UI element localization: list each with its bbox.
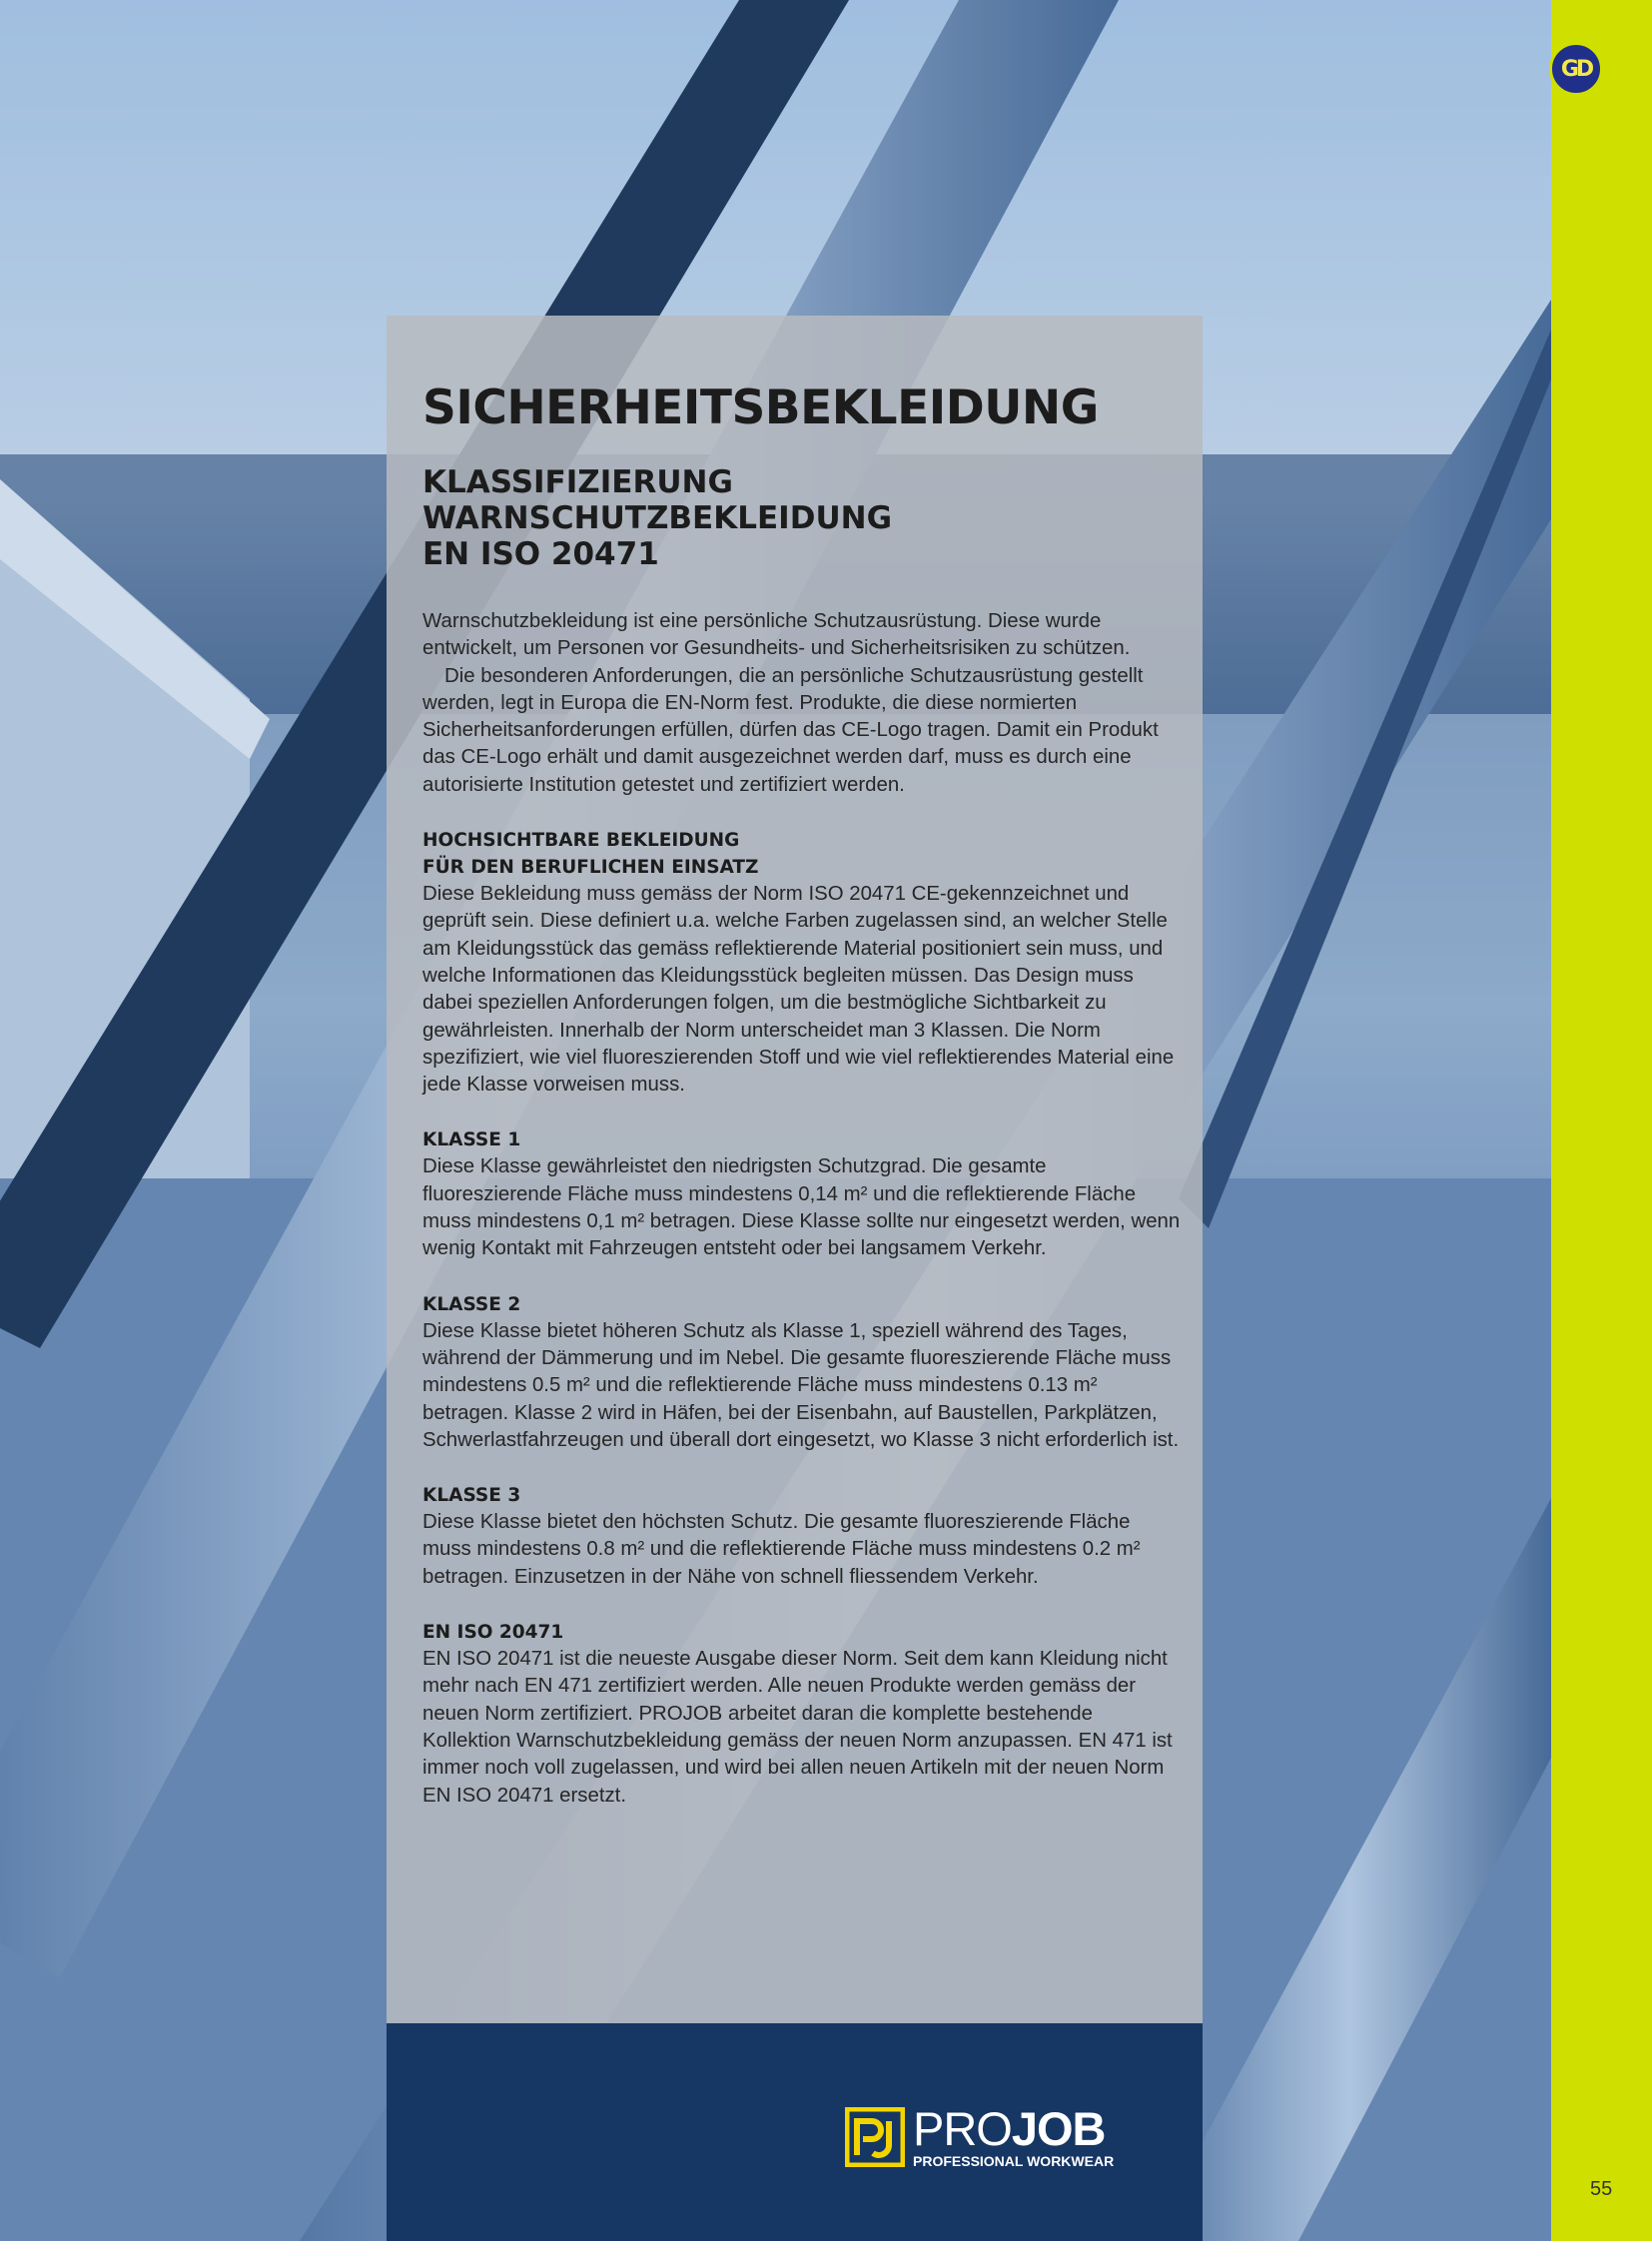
logo-word-job: JOB — [1011, 2102, 1106, 2155]
section-text: Diese Klasse gewährleistet den niedrigsten Schutzgrad. Die gesamte fluoreszierende Fläche muss mindestens 0,14 m² und die reflektierende Fläche muss mindestens 0,1 m² betragen. Diese Klasse sollte nur eingesetzt werden, wenn wenig Kontakt mit Fahrzeugen entsteht oder bei langsamem Verkehr. — [422, 1155, 1181, 1260]
section-heading: KLASSE 3 — [422, 1485, 521, 1507]
projob-mark-icon — [845, 2107, 905, 2167]
section-text: EN ISO 20471 ist die neueste Ausgabe dieser Norm. Seit dem kann Kleidung nicht mehr nach EN 471 zertifiziert werden. Alle neuen Produkte werden gemäss der neuen Norm zertifiziert. PROJOB arbeitet daran die komplette bestehende Kollektion Warnschutzbekleidung gemäss der neuen Norm anzupassen. EN 471 ist immer noch voll zugelassen, und wird bei allen neuen Artikeln mit der neuen Norm EN ISO 20471 ersetzt. — [422, 1648, 1173, 1807]
section-heading: HOCHSICHTBARE BEKLEIDUNG — [422, 830, 740, 852]
section-klasse-3 — [422, 1482, 1182, 1591]
intro-paragraph-1: Warnschutzbekleidung ist eine persönliche Schutzausrüstung. Diese wurde entwickelt, um Personen vor Gesundheits- und Sicherheitsrisiken zu schützen. — [422, 610, 1131, 660]
section-high-visibility — [422, 827, 1182, 1099]
subtitle-line: EN ISO 20471 — [422, 536, 659, 572]
section-heading: KLASSE 2 — [422, 1293, 521, 1315]
section-heading: EN ISO 20471 — [422, 1622, 564, 1644]
section-heading: FÜR DEN BERUFLICHEN EINSATZ — [422, 857, 759, 879]
section-heading: KLASSE 1 — [422, 1129, 521, 1151]
page-title: SICHERHEITSBEKLEIDUNG — [422, 380, 1099, 435]
subtitle — [422, 464, 1182, 572]
section-en-iso-20471 — [422, 1619, 1182, 1810]
logo-tagline: PROFESSIONAL WORKWEAR — [913, 2153, 1115, 2169]
section-text: Diese Klasse bietet höheren Schutz als Klasse 1, speziell während des Tages, während der Dämmerung und im Nebel. Die gesamte fluoreszierende Fläche muss mindestens 0.5 m² und die reflektierende Fläche muss mindestens 0.13 m² betragen. Klasse 2 wird in Häfen, bei der Eisenbahn, auf Baustellen, Parkplätzen, Schwerlastfahrzeugen und überall dort eingesetzt, wo Klasse 3 nicht erforderlich ist. — [422, 1319, 1180, 1451]
subtitle-line: WARNSCHUTZBEKLEIDUNG — [422, 500, 893, 536]
page-number: 55 — [1590, 2178, 1613, 2200]
section-text: Diese Klasse bietet den höchsten Schutz. Die gesamte fluoreszierende Fläche muss mindestens 0.8 m² und die reflektierende Fläche muss mindestens 0.2 m² betragen. Einzusetzen in der Nähe von schnell fliessendem Verkehr. — [422, 1511, 1141, 1588]
side-color-band — [1551, 0, 1652, 2241]
intro-paragraph-2: Die besonderen Anforderungen, die an persönliche Schutzausrüstung gestellt werden, legt in Europa die EN-Norm fest. Produkte, die diese normierten Sicherheitsanforderungen erfüllen, dürfen das CE-Logo tragen. Damit ein Produkt das CE-Logo erhält und damit ausgezeichnet werden darf, muss es durch eine autorisierte Institution getestet und zertifiziert werden. — [422, 664, 1159, 796]
section-klasse-2 — [422, 1291, 1182, 1454]
logo-wordmark — [913, 2102, 1115, 2169]
article-content — [422, 382, 1182, 1810]
logo-word-pro: PRO — [913, 2102, 1012, 2155]
section-text: Diese Bekleidung muss gemäss der Norm ISO 20471 CE-gekennzeichnet und geprüft sein. Diese definiert u.a. welche Farben zugelassen sind, an welcher Stelle am Kleidungsstück das gemäss reflektierende Material positioniert sein muss, und welche Informationen das Kleidungsstück begleiten müssen. Das Design muss dabei speziellen Anforderungen folgen, um die bestmögliche Sichtbarkeit zu gewährleisten. Innerhalb der Norm unterscheidet man 3 Klassen. Die Norm spezifiziert, wie viel fluoreszierenden Stoff und wie viel reflektierendes Material eine jede Klasse vorweisen muss. — [422, 883, 1175, 1097]
projob-logo — [845, 2102, 1115, 2169]
subtitle-line: KLASSIFIZIERUNG — [422, 464, 733, 500]
gd-badge-icon: GD — [1549, 42, 1603, 96]
section-klasse-1 — [422, 1126, 1182, 1262]
